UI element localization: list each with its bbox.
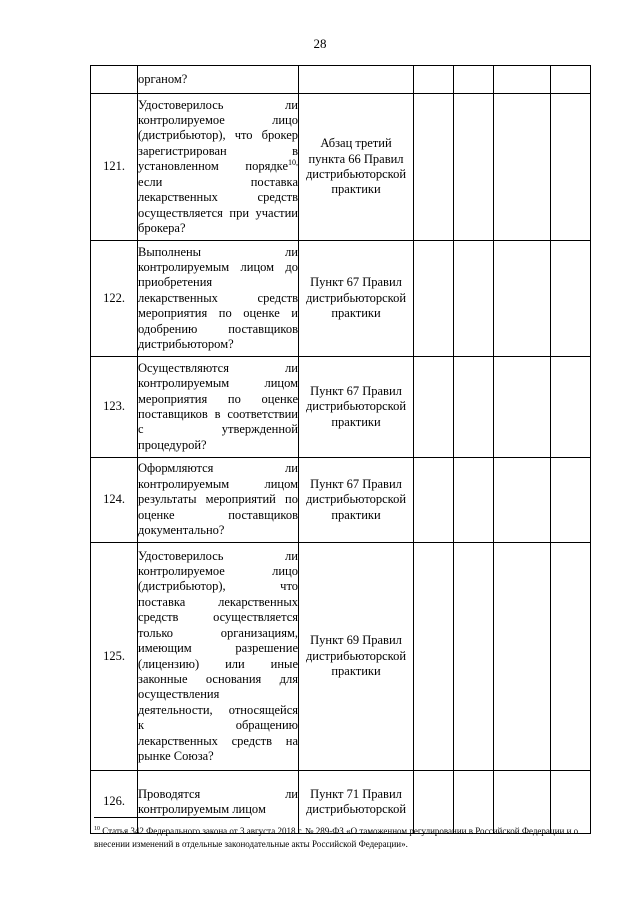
- question-line: Проводятся ли: [138, 786, 298, 801]
- question-line: осуществляется при участии: [138, 205, 298, 220]
- question-cell: [138, 241, 299, 357]
- answer-cell[interactable]: [494, 543, 551, 771]
- question-line: средств осуществляется: [138, 610, 298, 625]
- question-cell: [138, 94, 299, 241]
- question-cell: [138, 66, 299, 94]
- reference-line: практики: [331, 306, 381, 321]
- question-line: результаты мероприятий по: [138, 492, 298, 507]
- row-number: [91, 66, 138, 94]
- question-cell: [138, 357, 299, 458]
- question-line: с утвержденной: [138, 422, 298, 437]
- question-line: брокера?: [138, 220, 186, 235]
- question-line: Удостоверилось ли: [138, 548, 298, 563]
- question-line: Выполнены ли: [138, 244, 298, 259]
- row-number: 124.: [91, 458, 138, 543]
- answer-cell[interactable]: [454, 357, 494, 458]
- footnote-reference: 10,: [288, 158, 298, 168]
- question-line: осуществления: [138, 687, 220, 702]
- footnote-marker: 10: [94, 826, 100, 832]
- table-row: [91, 241, 591, 357]
- reference-cell: [299, 66, 414, 94]
- question-line: [138, 159, 298, 174]
- question-line: процедурой?: [138, 437, 207, 452]
- answer-cell[interactable]: [494, 357, 551, 458]
- question-line: (дистрибьютор), что: [138, 579, 298, 594]
- reference-line: практики: [331, 664, 381, 679]
- question-line: лекарственных средств на: [138, 733, 298, 748]
- reference-line: Абзац третий: [320, 136, 392, 151]
- table-row: [91, 357, 591, 458]
- question-line: контролируемым лицом: [138, 476, 298, 491]
- question-line: рынке Союза?: [138, 748, 214, 763]
- answer-cell[interactable]: [414, 241, 454, 357]
- question-line: приобретения: [138, 275, 213, 290]
- reference-cell: [299, 543, 414, 771]
- reference-cell: [299, 94, 414, 241]
- row-number: 126.: [91, 771, 138, 834]
- question-cell: [138, 458, 299, 543]
- question-line: деятельности, относящейся: [138, 702, 298, 717]
- answer-cell[interactable]: [494, 241, 551, 357]
- table-row: [91, 458, 591, 543]
- question-line: Удостоверилось ли: [138, 97, 298, 112]
- reference-line: Пункт 69 Правил: [310, 633, 402, 648]
- question-line: органом?: [138, 71, 188, 86]
- table-row: [91, 66, 591, 94]
- reference-cell: [299, 458, 414, 543]
- answer-cell[interactable]: [454, 458, 494, 543]
- row-number: 122.: [91, 241, 138, 357]
- question-line: поставщиков в соответствии: [138, 407, 298, 421]
- question-line: Осуществляются ли: [138, 360, 298, 375]
- reference-line: дистрибьюторской: [305, 399, 407, 414]
- answer-cell[interactable]: [494, 458, 551, 543]
- question-line: поставка лекарственных: [138, 594, 298, 609]
- reference-line: Пункт 67 Правил: [310, 476, 402, 491]
- question-line: законные основания для: [138, 671, 298, 686]
- table-row: [91, 543, 591, 771]
- question-line: мероприятия по оценке: [138, 391, 298, 406]
- answer-cell[interactable]: [551, 66, 591, 94]
- reference-line: практики: [331, 507, 381, 522]
- question-line: контролируемым лицом до: [138, 259, 298, 274]
- question-line: к обращению: [138, 718, 298, 733]
- answer-cell[interactable]: [551, 94, 591, 241]
- footnote-separator: [94, 817, 250, 818]
- reference-line: практики: [331, 414, 381, 429]
- answer-cell[interactable]: [551, 543, 591, 771]
- question-cell: [138, 543, 299, 771]
- answer-cell[interactable]: [454, 543, 494, 771]
- checklist-table: [90, 65, 591, 834]
- answer-cell[interactable]: [551, 458, 591, 543]
- reference-line: дистрибьюторской: [305, 492, 407, 507]
- answer-cell[interactable]: [454, 94, 494, 241]
- answer-cell[interactable]: [414, 357, 454, 458]
- answer-cell[interactable]: [414, 94, 454, 241]
- row-number: 125.: [91, 543, 138, 771]
- question-line: Оформляются ли: [138, 461, 298, 476]
- question-line: контролируемое лицо: [138, 113, 298, 128]
- answer-cell[interactable]: [414, 66, 454, 94]
- question-line: зарегистрирован в: [138, 143, 298, 158]
- reference-cell: [299, 357, 414, 458]
- question-line: одобрению поставщиков: [138, 321, 298, 336]
- reference-line: пункта 66 Правил: [308, 151, 404, 166]
- answer-cell[interactable]: [414, 458, 454, 543]
- reference-line: дистрибьюторской: [305, 802, 407, 816]
- table-row: [91, 94, 591, 241]
- row-number: 121.: [91, 94, 138, 241]
- question-line: (лицензию) или иные: [138, 656, 298, 671]
- reference-line: практики: [331, 182, 381, 197]
- question-line: контролируемым лицом: [138, 376, 298, 391]
- question-line: имеющим разрешение: [138, 641, 298, 656]
- question-line: (дистрибьютор), что брокер: [138, 128, 298, 143]
- reference-line: Пункт 71 Правил: [310, 786, 402, 801]
- answer-cell[interactable]: [494, 66, 551, 94]
- reference-line: дистрибьюторской: [305, 648, 407, 663]
- question-line: дистрибьютором?: [138, 337, 234, 352]
- question-line: мероприятия по оценке и: [138, 306, 298, 321]
- answer-cell[interactable]: [454, 66, 494, 94]
- reference-line: Пункт 67 Правил: [310, 383, 402, 398]
- question-line-text: установленном порядке: [138, 159, 288, 174]
- question-line: лекарственных средств: [138, 290, 298, 305]
- page-number: 28: [313, 36, 327, 51]
- question-line: документально?: [138, 523, 225, 538]
- answer-cell[interactable]: [454, 241, 494, 357]
- reference-line: Пункт 67 Правил: [310, 275, 402, 290]
- row-number: 123.: [91, 357, 138, 458]
- answer-cell[interactable]: [494, 94, 551, 241]
- question-line: контролируемое лицо: [138, 564, 298, 579]
- reference-line: дистрибьюторской: [305, 167, 407, 181]
- question-line: контролируемым лицом: [138, 802, 266, 816]
- footnote: [94, 825, 614, 851]
- reference-line: дистрибьюторской: [305, 290, 407, 305]
- question-line: если поставка: [138, 174, 298, 189]
- question-line: оценке поставщиков: [138, 507, 298, 522]
- question-line: лекарственных средств: [138, 190, 298, 205]
- answer-cell[interactable]: [414, 543, 454, 771]
- question-line: только организациям,: [138, 625, 298, 640]
- reference-cell: [299, 241, 414, 357]
- answer-cell[interactable]: [551, 357, 591, 458]
- answer-cell[interactable]: [551, 241, 591, 357]
- footnote-text: Статья 342 Федерального закона от 3 августа 2018 г. № 289-ФЗ «О таможенном регулировании в Российской Федерации и о внесении изменений в отдельные законодательные акты Российской Федерации».: [94, 826, 579, 849]
